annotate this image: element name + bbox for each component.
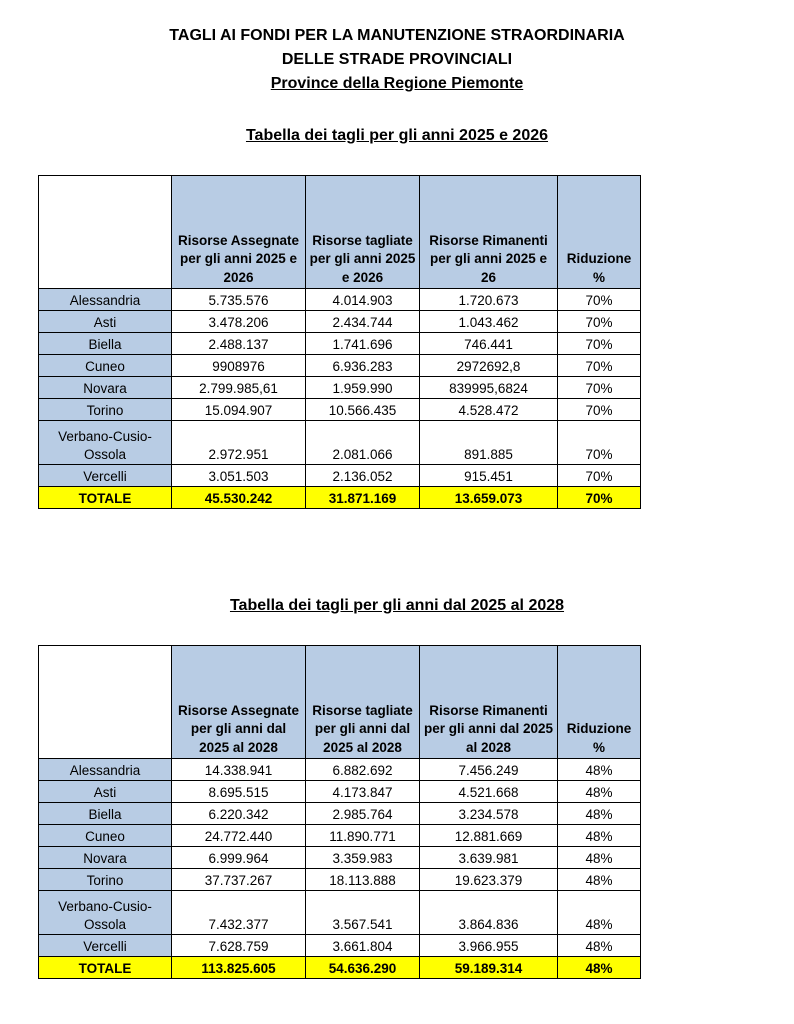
cell-tagliate: 4.014.903: [306, 289, 420, 311]
total-riduzione: 70%: [558, 487, 641, 509]
cell-rimanenti: 12.881.669: [420, 825, 558, 847]
table1: [38, 175, 641, 509]
header-line-3: Province della Regione Piemonte: [270, 75, 524, 92]
cell-assegnate: 6.220.342: [172, 803, 306, 825]
cell-rimanenti: 2972692,8: [420, 355, 558, 377]
table2-header-assegnate: Risorse Assegnate per gli anni dal 2025 al 2028: [172, 646, 306, 759]
table2-total-row: [39, 957, 641, 979]
table2-header-tagliate: Risorse tagliate per gli anni dal 2025 al 2028: [306, 646, 420, 759]
cell-tagliate: 2.136.052: [306, 465, 420, 487]
cell-riduzione: 48%: [558, 891, 641, 935]
total-assegnate: 45.530.242: [172, 487, 306, 509]
cell-assegnate: 9908976: [172, 355, 306, 377]
province-name: Vercelli: [39, 935, 172, 957]
table1-title: Tabella dei tagli per gli anni 2025 e 2026: [245, 127, 549, 144]
cell-riduzione: 70%: [558, 421, 641, 465]
cell-rimanenti: 1.043.462: [420, 311, 558, 333]
table-row: [39, 869, 641, 891]
province-name: Asti: [39, 311, 172, 333]
cell-rimanenti: 3.864.836: [420, 891, 558, 935]
table1-header-assegnate: Risorse Assegnate per gli anni 2025 e 2026: [172, 176, 306, 289]
province-name: Cuneo: [39, 355, 172, 377]
table1-header-row: [39, 176, 641, 289]
province-name: Alessandria: [39, 759, 172, 781]
cell-riduzione: 48%: [558, 869, 641, 891]
cell-rimanenti: 839995,6824: [420, 377, 558, 399]
cell-assegnate: 15.094.907: [172, 399, 306, 421]
cell-rimanenti: 7.456.249: [420, 759, 558, 781]
cell-assegnate: 7.628.759: [172, 935, 306, 957]
header-line-2: DELLE STRADE PROVINCIALI: [281, 51, 513, 68]
table-row: [39, 759, 641, 781]
cell-assegnate: 3.051.503: [172, 465, 306, 487]
cell-rimanenti: 3.639.981: [420, 847, 558, 869]
province-name: Verbano-Cusio-Ossola: [39, 891, 172, 935]
cell-assegnate: 8.695.515: [172, 781, 306, 803]
cell-assegnate: 5.735.576: [172, 289, 306, 311]
table-row: [39, 355, 641, 377]
cell-riduzione: 70%: [558, 311, 641, 333]
cell-riduzione: 48%: [558, 825, 641, 847]
table1-header-rimanenti: Risorse Rimanenti per gli anni 2025 e 26: [420, 176, 558, 289]
document-header: [0, 24, 794, 96]
header-line-1: TAGLI AI FONDI PER LA MANUTENZIONE STRAORDINARIA: [169, 27, 625, 44]
table-row: [39, 781, 641, 803]
cell-tagliate: 2.081.066: [306, 421, 420, 465]
total-rimanenti: 13.659.073: [420, 487, 558, 509]
cell-assegnate: 2.488.137: [172, 333, 306, 355]
cell-assegnate: 14.338.941: [172, 759, 306, 781]
cell-tagliate: 6.882.692: [306, 759, 420, 781]
cell-rimanenti: 915.451: [420, 465, 558, 487]
province-name: Biella: [39, 803, 172, 825]
table-row: [39, 891, 641, 935]
total-assegnate: 113.825.605: [172, 957, 306, 979]
cell-riduzione: 70%: [558, 289, 641, 311]
cell-riduzione: 70%: [558, 399, 641, 421]
total-riduzione: 48%: [558, 957, 641, 979]
table-row: [39, 825, 641, 847]
cell-riduzione: 70%: [558, 465, 641, 487]
province-name: Biella: [39, 333, 172, 355]
cell-tagliate: 3.661.804: [306, 935, 420, 957]
cell-riduzione: 48%: [558, 803, 641, 825]
table2-header-riduzione: Riduzione %: [558, 646, 641, 759]
cell-tagliate: 2.434.744: [306, 311, 420, 333]
province-name: Alessandria: [39, 289, 172, 311]
total-tagliate: 54.636.290: [306, 957, 420, 979]
cell-rimanenti: 4.521.668: [420, 781, 558, 803]
table2-header-rimanenti: Risorse Rimanenti per gli anni dal 2025 al 2028: [420, 646, 558, 759]
province-name: Torino: [39, 869, 172, 891]
cell-assegnate: 3.478.206: [172, 311, 306, 333]
cell-assegnate: 24.772.440: [172, 825, 306, 847]
total-rimanenti: 59.189.314: [420, 957, 558, 979]
table1-header-tagliate: Risorse tagliate per gli anni 2025 e 2026: [306, 176, 420, 289]
cell-assegnate: 7.432.377: [172, 891, 306, 935]
table-row: [39, 421, 641, 465]
cell-tagliate: 6.936.283: [306, 355, 420, 377]
table1-total-row: [39, 487, 641, 509]
province-name: Vercelli: [39, 465, 172, 487]
cell-tagliate: 2.985.764: [306, 803, 420, 825]
province-name: Torino: [39, 399, 172, 421]
cell-rimanenti: 1.720.673: [420, 289, 558, 311]
table-row: [39, 377, 641, 399]
table-row: [39, 935, 641, 957]
cell-assegnate: 37.737.267: [172, 869, 306, 891]
cell-riduzione: 70%: [558, 355, 641, 377]
cell-riduzione: 48%: [558, 781, 641, 803]
cell-rimanenti: 891.885: [420, 421, 558, 465]
province-name: Verbano-Cusio-Ossola: [39, 421, 172, 465]
table-row: [39, 289, 641, 311]
table2-title: Tabella dei tagli per gli anni dal 2025 al 2028: [229, 597, 565, 614]
cell-assegnate: 2.799.985,61: [172, 377, 306, 399]
province-name: Cuneo: [39, 825, 172, 847]
total-label: TOTALE: [39, 957, 172, 979]
table-row: [39, 847, 641, 869]
table1-header-riduzione: Riduzione %: [558, 176, 641, 289]
cell-assegnate: 6.999.964: [172, 847, 306, 869]
cell-tagliate: 3.359.983: [306, 847, 420, 869]
table-row: [39, 399, 641, 421]
cell-tagliate: 10.566.435: [306, 399, 420, 421]
table-row: [39, 465, 641, 487]
table-row: [39, 311, 641, 333]
table2: [38, 645, 641, 979]
cell-riduzione: 70%: [558, 377, 641, 399]
cell-riduzione: 70%: [558, 333, 641, 355]
table-row: [39, 333, 641, 355]
cell-tagliate: 4.173.847: [306, 781, 420, 803]
province-name: Novara: [39, 377, 172, 399]
cell-tagliate: 11.890.771: [306, 825, 420, 847]
cell-rimanenti: 746.441: [420, 333, 558, 355]
cell-tagliate: 3.567.541: [306, 891, 420, 935]
table2-header-corner: [39, 646, 172, 759]
table1-header-corner: [39, 176, 172, 289]
cell-riduzione: 48%: [558, 935, 641, 957]
table-row: [39, 803, 641, 825]
cell-assegnate: 2.972.951: [172, 421, 306, 465]
cell-rimanenti: 19.623.379: [420, 869, 558, 891]
total-label: TOTALE: [39, 487, 172, 509]
cell-tagliate: 18.113.888: [306, 869, 420, 891]
cell-riduzione: 48%: [558, 847, 641, 869]
cell-riduzione: 48%: [558, 759, 641, 781]
cell-tagliate: 1.741.696: [306, 333, 420, 355]
cell-tagliate: 1.959.990: [306, 377, 420, 399]
cell-rimanenti: 3.966.955: [420, 935, 558, 957]
province-name: Novara: [39, 847, 172, 869]
table2-header-row: [39, 646, 641, 759]
total-tagliate: 31.871.169: [306, 487, 420, 509]
province-name: Asti: [39, 781, 172, 803]
cell-rimanenti: 4.528.472: [420, 399, 558, 421]
cell-rimanenti: 3.234.578: [420, 803, 558, 825]
